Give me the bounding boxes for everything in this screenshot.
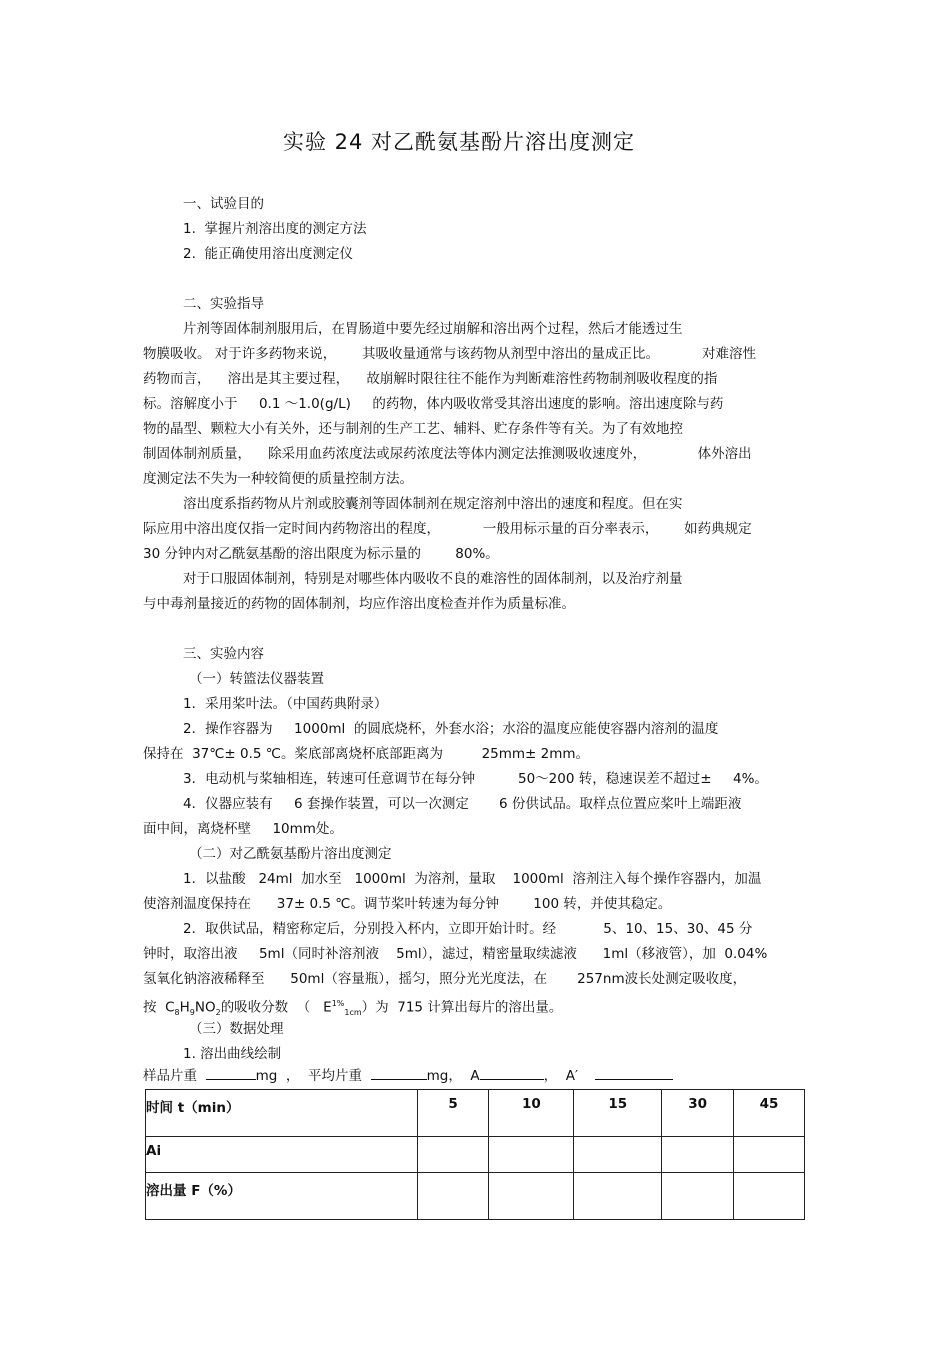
dissolution-amount-label: 溶出量 F（%） — [146, 1183, 241, 1199]
avg-weight-blank[interactable] — [371, 1065, 427, 1080]
ai-label: Ai — [146, 1143, 162, 1159]
formula-subscript: 2 — [215, 1008, 221, 1018]
paragraph-line: 3．电动机与桨轴相连，转速可任意调节在每分钟 50～200 转，稳速误差不超过± 4%。 — [183, 771, 768, 787]
page-title: 实验 24 对乙酰氨基酚片溶出度测定 — [282, 130, 636, 154]
table-cell[interactable] — [662, 1137, 734, 1173]
paragraph-line: 对于口服固体制剂，特别是对哪些体内吸收不良的难溶性的固体制剂，以及治疗剂量 — [183, 571, 683, 587]
sample-weight-label: 样品片重 — [143, 1068, 197, 1084]
paragraph-line: 面中间，离烧杯壁 10mm处。 — [143, 821, 343, 837]
time-cell: 15 — [574, 1090, 662, 1137]
paragraph-line: 1. 溶出曲线绘制 — [183, 1046, 282, 1062]
paragraph-line: 氢氧化钠溶液稀释至 50ml（容量瓶），摇匀，照分光光度法，在 257nm波长处测定吸收度， — [143, 971, 747, 987]
f-label-cell — [146, 1173, 418, 1220]
paragraph-line: 标。溶解度小于 0.1 ～1.0(g/L) 的药物，体内吸收常受其溶出速度的影响。溶出速度除与药 — [143, 396, 724, 412]
paragraph-line: 使溶剂温度保持在 37± 0.5 ℃。调节桨叶转速为每分钟 100 转，并使其稳定。 — [143, 896, 672, 912]
absorbance-label: mg， A — [426, 1068, 480, 1084]
paragraph-line: 30 分钟内对乙酰氨基酚的溶出限度为标示量的 80%。 — [143, 546, 499, 562]
paragraph-line: 1．采用桨叶法。（中国药典附录） — [183, 696, 388, 712]
table-cell[interactable] — [574, 1137, 662, 1173]
formula-subscript: 9 — [189, 1008, 195, 1018]
time-cell: 5 — [417, 1090, 489, 1137]
subsection-heading: （三）数据处理 — [189, 1021, 284, 1037]
paragraph-line: 钟时，取溶出液 5ml（同时补溶剂液 5ml），滤过，精密量取续滤液 1ml（移液管），加 0.04% — [143, 946, 768, 962]
dissolution-table — [145, 1089, 805, 1220]
time-header-cell — [146, 1090, 418, 1137]
subsection-heading: （二）对乙酰氨基酚片溶出度测定 — [189, 846, 392, 862]
formula-text: ）为 715 计算出每片的溶出量。 — [361, 999, 563, 1016]
table-row — [146, 1137, 805, 1173]
absorbance-prime-label: ， A′ — [543, 1068, 579, 1084]
absorbance-prime-blank[interactable] — [595, 1065, 673, 1080]
table-cell[interactable] — [574, 1173, 662, 1220]
paragraph-line: 1．以盐酸 24ml 加水至 1000ml 为溶剂，量取 1000ml 溶剂注入每个操作容器内，加温 — [183, 871, 762, 887]
formula-subscript: 1cm — [344, 1008, 362, 1018]
formula-text: 按 C — [143, 999, 175, 1016]
section-heading: 一、试验目的 — [183, 196, 264, 212]
paragraph-line: 2．取供试品，精密称定后，分别投入杯内，立即开始计时。经 5、10、15、30、45 分 — [183, 921, 753, 937]
table-cell[interactable] — [662, 1173, 734, 1220]
table-cell[interactable] — [734, 1137, 805, 1173]
avg-weight-label: 平均片重 — [308, 1068, 362, 1084]
time-header-label: 时间 t（min） — [146, 1100, 240, 1116]
paragraph-line: 物膜吸收。 对于许多药物来说， 其吸收量通常与该药物从剂型中溶出的量成正比。 对难溶性 — [143, 346, 756, 362]
table-cell[interactable] — [489, 1173, 574, 1220]
paragraph-line: 药物而言， 溶出是其主要过程， 故崩解时限往往不能作为判断难溶性药物制剂吸收程度的指 — [143, 371, 718, 387]
paragraph-line: 溶出度系指药物从片剂或胶囊剂等固体制剂在规定溶剂中溶出的速度和程度。但在实 — [183, 496, 683, 512]
paragraph-line: 制固体制剂质量， 除采用血药浓度法或尿药浓度法等体内测定法推测吸收速度外， 体外溶出 — [143, 446, 752, 462]
table-cell[interactable] — [417, 1137, 489, 1173]
time-cell: 45 — [734, 1090, 805, 1137]
time-cell: 30 — [662, 1090, 734, 1137]
table-header-row — [146, 1090, 805, 1137]
formula-subscript: 8 — [174, 1008, 180, 1018]
table-cell[interactable] — [489, 1137, 574, 1173]
table-cell[interactable] — [734, 1173, 805, 1220]
paragraph-line: 物的晶型、颗粒大小有关外，还与制剂的生产工艺、辅料、贮存条件等有关。为了有效地控 — [143, 421, 683, 437]
section-heading: 二、实验指导 — [183, 296, 264, 312]
list-item: 2. 能正确使用溶出度测定仪 — [183, 246, 353, 262]
paragraph-line: 度测定法不失为一种较简便的质量控制方法。 — [143, 471, 413, 487]
absorbance-blank[interactable] — [480, 1065, 544, 1080]
paragraph-line: 2．操作容器为 1000ml 的圆底烧杯，外套水浴；水浴的温度应能使容器内溶剂的温度 — [183, 721, 719, 737]
table-row — [146, 1173, 805, 1220]
table-cell[interactable] — [417, 1173, 489, 1220]
formula-text: H — [179, 999, 190, 1016]
section-heading: 三、实验内容 — [183, 646, 264, 662]
paragraph-line: 与中毒剂量接近的药物的固体制剂，均应作溶出度检查并作为质量标准。 — [143, 596, 575, 612]
unit-label: mg ， — [255, 1068, 300, 1084]
paragraph-line: 保持在 37℃± 0.5 ℃。桨底部离烧杯底部距离为 25mm± 2mm。 — [143, 746, 590, 762]
paragraph-line: 片剂等固体制剂服用后，在胃肠道中要先经过崩解和溶出两个过程，然后才能透过生 — [183, 321, 683, 337]
formula-line — [143, 995, 562, 1022]
formula-text: 的吸收分数 （ E — [220, 999, 332, 1016]
paragraph-line: 4．仪器应装有 6 套操作装置，可以一次测定 6 份供试品。取样点位置应桨叶上端距液 — [183, 796, 742, 812]
sample-fill-line — [143, 1064, 673, 1084]
subsection-heading: （一）转篮法仪器装置 — [189, 671, 324, 687]
formula-text: NO — [194, 999, 216, 1016]
time-cell: 10 — [489, 1090, 574, 1137]
formula-superscript: 1% — [331, 999, 345, 1008]
list-item: 1. 掌握片剂溶出度的测定方法 — [183, 221, 367, 237]
paragraph-line: 际应用中溶出度仅指一定时间内药物溶出的程度， 一般用标示量的百分率表示， 如药典规定 — [143, 521, 752, 537]
ai-label-cell — [146, 1137, 418, 1173]
sample-weight-blank[interactable] — [206, 1065, 256, 1080]
